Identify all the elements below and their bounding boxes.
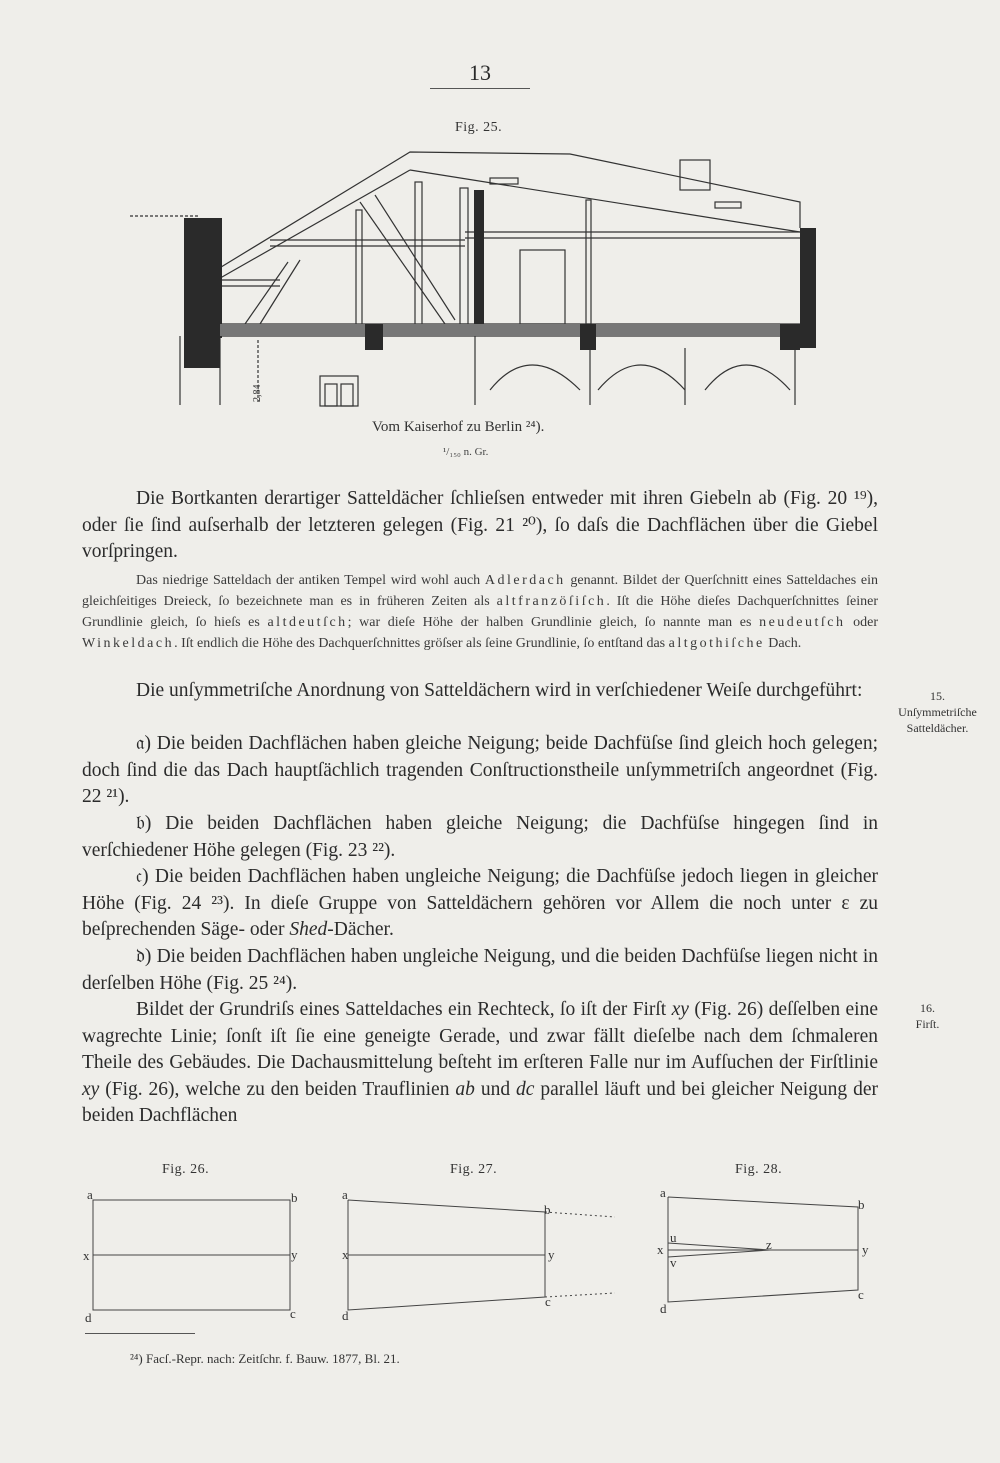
fig28-pt-a: a	[660, 1185, 666, 1200]
footnote: ²⁴) Facſ.-Repr. nach: Zeitſchr. f. Bauw. 1877, Bl. 21.	[130, 1351, 400, 1366]
fig28-pt-b: b	[858, 1197, 865, 1212]
fig27-pt-y: y	[548, 1247, 555, 1262]
fig25-dimension: 2,84	[252, 384, 263, 402]
margin-note-16: 16. Firſt.	[915, 1001, 940, 1031]
fig26-pt-d: d	[85, 1310, 92, 1325]
page-number: 13	[469, 60, 491, 85]
footnote-rule	[85, 1333, 195, 1334]
fig28-label: Fig. 28.	[735, 1162, 783, 1177]
fig27-label: Fig. 27.	[450, 1162, 498, 1177]
fig26-pt-x: x	[83, 1248, 90, 1263]
fig28-pt-u: u	[670, 1230, 677, 1245]
fig26-pt-c: c	[290, 1306, 296, 1321]
fig27-pt-x: x	[342, 1247, 349, 1262]
fig28-pt-c: c	[858, 1287, 864, 1302]
fig25-caption: Vom Kaiserhof zu Berlin ²⁴).	[372, 419, 545, 435]
paragraph-unsymmetrische: Die unſymmetriſche Anordnung von Satteldächern wird in verſchiedener Weiſe durchgeführt:	[136, 680, 863, 701]
paragraph-first: Bildet der Grundriſs eines Satteldaches ein Rechteck, ſo iſt der Firſt xy (Fig. 26) deſſelben eine wagrechte Linie; ſonſt iſt ſie eine geneigte Gerade, und zwar fällt dieſelbe nach dem ſchmaleren Theile des Gebäudes. Die Dachausmittelung beſteht im erſteren Falle nur im Aufſuchen der Firſtlinie xy (Fig. 26), welche zu den beiden Trauflinien ab und dc parallel läuft und bei gleicher Neigung der beiden Dachflächen	[82, 999, 878, 1127]
paragraph-case-a: 𝔞) Die beiden Dachflächen haben gleiche Neigung; beide Dachfüſse ſind gleich hoch gelegen; doch ſind die das Dach hauptſächlich tragenden Conſtructionstheile unſymmetriſch angeordnet (Fig. 22 ²¹).	[82, 733, 878, 808]
fig25-roof-section-drawing	[120, 140, 840, 415]
paragraph-case-d: 𝔡) Die beiden Dachflächen haben ungleiche Neigung, und die beiden Dachfüſse liegen nicht in derſelben Höhe (Fig. 25 ²⁴).	[82, 946, 878, 994]
fig27-pt-b: b	[544, 1202, 551, 1217]
fig27-pt-d: d	[342, 1308, 349, 1323]
fig27-pt-a: a	[342, 1187, 348, 1202]
fig25-scale: ¹/₁₅₀ n. Gr.	[443, 446, 489, 458]
fig26-pt-b: b	[291, 1190, 298, 1205]
fig28-pt-d: d	[660, 1301, 667, 1316]
fig28-pt-v: v	[670, 1255, 677, 1270]
fig28-pt-x: x	[657, 1242, 664, 1257]
fig28-pt-y: y	[862, 1242, 869, 1257]
paragraph-case-c: 𝔠) Die beiden Dachflächen haben ungleiche Neigung; die Dachfüſse jedoch liegen in gleicher Höhe (Fig. 24 ²³). In dieſe Gruppe von Satteldächern gehören vor Allem die noch unter ε zu beſprechenden Säge- oder Shed-Dächer.	[82, 866, 878, 941]
fig25-label: Fig. 25.	[455, 120, 503, 135]
paragraph-case-b: 𝔟) Die beiden Dachflächen haben gleiche Neigung; die Dachfüſse hingegen ſind in verſchiedener Höhe gelegen (Fig. 23 ²²).	[82, 813, 878, 861]
fig26-pt-y: y	[291, 1247, 298, 1262]
fig28-pt-z: z	[766, 1237, 772, 1252]
small-print-paragraph: Das niedrige Satteldach der antiken Tempel wird wohl auch Adlerdach genannt. Bildet der Querſchnitt eines Satteldaches ein gleichſeitiges Dreieck, ſo bezeichnete man es in früheren Zeiten als altfranzöſiſch. Iſt die Höhe dieſes Dachquerſchnittes ſeiner Grundlinie gleich, ſo hieſs es altdeutſch; war dieſe Höhe der halben Grundlinie gleich, ſo nannte man es neudeutſch oder Winkeldach. Iſt endlich die Höhe des Dachquerſchnittes gröſser als ſeine Grundlinie, ſo entſtand das altgothiſche Dach.	[82, 573, 879, 651]
fig26-28-drawings	[80, 1185, 910, 1325]
fig26-label: Fig. 26.	[162, 1162, 210, 1177]
margin-note-15: 15. Unſymmetriſche Satteldächer.	[898, 689, 977, 735]
header-rule	[430, 88, 530, 89]
fig26-pt-a: a	[87, 1187, 93, 1202]
fig27-pt-c: c	[545, 1294, 551, 1309]
paragraph-bortkanten: Die Bortkanten derartiger Satteldächer ſchlieſsen entweder mit ihren Giebeln ab (Fig. 20 ¹⁹), oder ſie ſind auſserhalb der letzteren gelegen (Fig. 21 ²⁰), ſo daſs die Dachflächen über die Giebel vorſpringen.	[82, 488, 878, 563]
